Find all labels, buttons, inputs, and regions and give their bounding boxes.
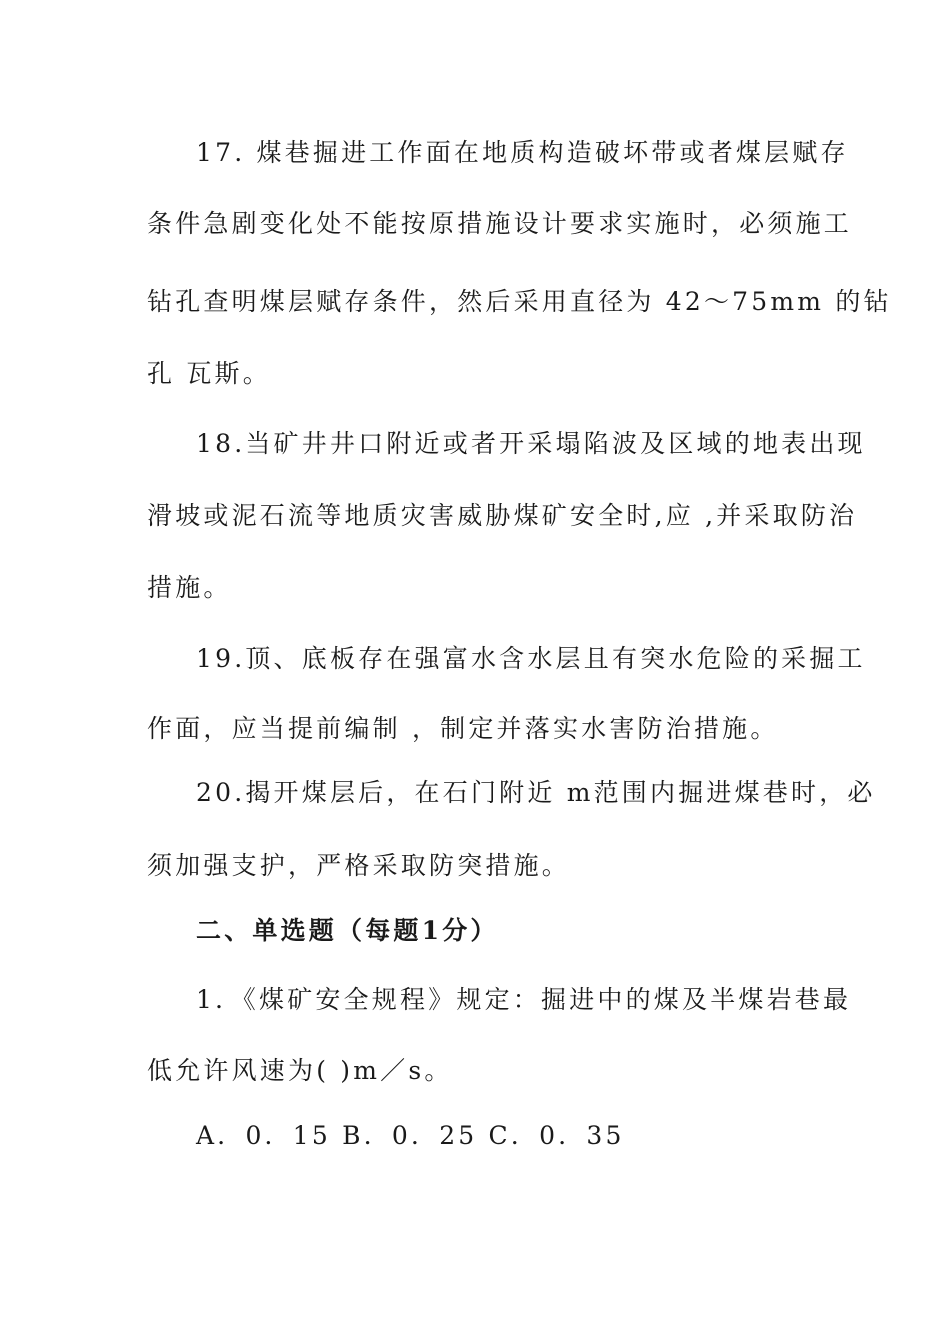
q18-line-3: 措施。 [147, 573, 232, 602]
mc1-line-2: 低允许风速为( )m／s。 [147, 1056, 453, 1085]
q18-line-2: 滑坡或泥石流等地质灾害威胁煤矿安全时,应 ,并采取防治 [147, 501, 858, 530]
q19-line-1: 19.顶、底板存在强富水含水层且有突水危险的采掘工 [196, 644, 866, 673]
q17-line-2: 条件急剧变化处不能按原措施设计要求实施时，必须施工 [147, 209, 853, 238]
q20-line-1: 20.揭开煤层后，在石门附近 m范围内掘进煤巷时，必 [196, 778, 876, 807]
mc1-line-1: 1．《煤矿安全规程》规定：掘进中的煤及半煤岩巷最 [196, 985, 852, 1014]
mc1-options: A．0．15 B．0．25 C．0．35 [196, 1121, 625, 1150]
q20-line-2: 须加强支护，严格采取防突措施。 [147, 851, 571, 880]
q17-line-4: 孔 瓦斯。 [147, 359, 271, 388]
section-heading: 二、单选题（每题1分） [196, 916, 499, 945]
q18-line-1: 18.当矿井井口附近或者开采塌陷波及区域的地表出现 [196, 429, 866, 458]
q17-line-3: 钻孔查明煤层赋存条件，然后采用直径为 42～75mm 的钻 [147, 287, 892, 316]
q19-line-2: 作面，应当提前编制 ，制定并落实水害防治措施。 [147, 714, 779, 743]
q17-line-1: 17. 煤巷掘进工作面在地质构造破坏带或者煤层赋存 [196, 138, 849, 167]
